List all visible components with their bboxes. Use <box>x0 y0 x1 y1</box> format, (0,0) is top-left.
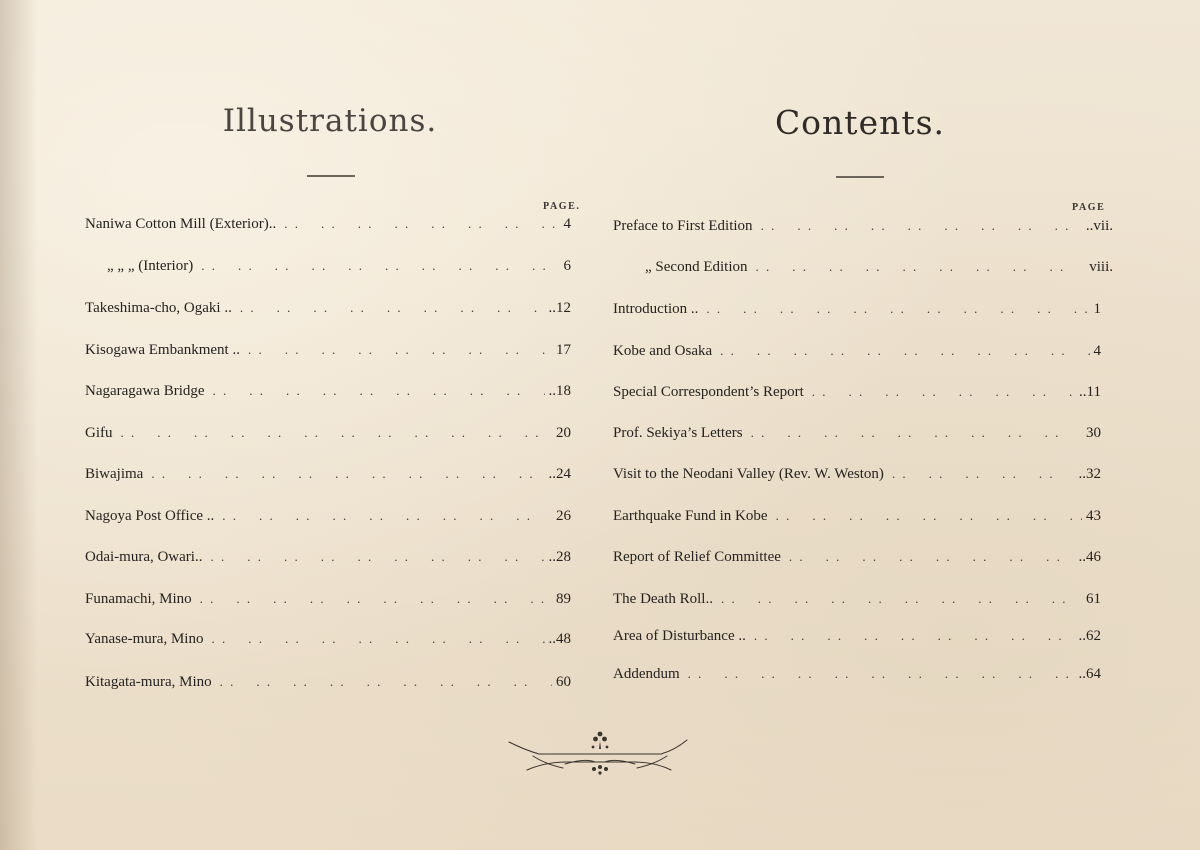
entry-title: Yanase-mura, Mino <box>85 631 204 647</box>
entry-title: „ Second Edition <box>645 259 748 275</box>
entry-page: 26 <box>556 508 571 524</box>
contents-entry <box>613 340 1101 362</box>
illustrations-page-label: PAGE. <box>543 201 581 212</box>
illustration-entry <box>85 339 571 361</box>
contents-entry <box>613 546 1101 568</box>
entry-title: The Death Roll.. <box>613 591 713 607</box>
binding-shadow <box>0 0 38 850</box>
entry-page: ..46 <box>1078 549 1101 565</box>
dot-leader <box>688 663 1075 685</box>
contents-entry <box>613 463 1101 485</box>
entry-page: ..24 <box>548 466 571 482</box>
contents-entry <box>613 588 1101 610</box>
entry-page: ..28 <box>548 549 571 565</box>
illustrations-heading: Illustrations. <box>222 103 438 139</box>
entry-page: ..11 <box>1079 384 1101 400</box>
entry-page: viii. <box>1089 259 1113 275</box>
entry-title: Visit to the Neodani Valley (Rev. W. Weston) <box>613 466 884 482</box>
decorative-ornament-icon <box>505 728 695 784</box>
entry-title: Kisogawa Embankment .. <box>85 342 240 358</box>
dot-leader <box>201 255 559 277</box>
illustration-entry <box>85 546 571 568</box>
dot-leader <box>210 546 544 568</box>
contents-entry <box>613 215 1113 237</box>
entry-title: Naniwa Cotton Mill (Exterior).. <box>85 216 277 232</box>
entry-title: Gifu <box>85 425 113 441</box>
illustration-entry <box>85 628 571 650</box>
entry-title: Report of Relief Committee <box>613 549 781 565</box>
entry-title: Special Correspondent’s Report <box>613 384 804 400</box>
entry-page: ..48 <box>548 631 571 647</box>
entry-title: Nagaragawa Bridge <box>85 383 205 399</box>
dot-leader <box>121 422 553 444</box>
dot-leader <box>211 628 544 650</box>
contents-rule <box>836 176 884 178</box>
entry-page: 4 <box>563 216 571 232</box>
contents-entry <box>613 505 1101 527</box>
entry-page: ..32 <box>1078 466 1101 482</box>
entry-title: Kobe and Osaka <box>613 343 713 359</box>
entry-page: 30 <box>1086 425 1101 441</box>
illustration-entry <box>85 213 571 235</box>
contents-entry <box>613 256 1113 278</box>
entry-title: Kitagata-mura, Mino <box>85 674 212 690</box>
entry-title: Odai-mura, Owari.. <box>85 549 203 565</box>
entry-title: Funamachi, Mino <box>85 591 192 607</box>
illustration-entry <box>85 671 571 693</box>
entry-title: Prof. Sekiya’s Letters <box>613 425 743 441</box>
entry-title: Addendum <box>613 666 680 682</box>
entry-title: Takeshima-cho, Ogaki .. <box>85 300 232 316</box>
dot-leader <box>755 256 1085 278</box>
entry-title: Introduction .. <box>613 301 699 317</box>
entry-page: 6 <box>563 258 571 274</box>
entry-title: „ „ „ (Interior) <box>107 258 194 274</box>
contents-heading: Contents. <box>774 103 946 142</box>
illustration-entry <box>85 255 571 277</box>
contents-entry <box>613 381 1101 403</box>
entry-title: Earthquake Fund in Kobe <box>613 508 768 524</box>
dot-leader <box>751 422 1082 444</box>
dot-leader <box>284 213 559 235</box>
contents-entry <box>613 422 1101 444</box>
dot-leader <box>706 298 1089 320</box>
illustration-entry <box>85 505 571 527</box>
dot-leader <box>220 671 552 693</box>
dot-leader <box>240 297 545 319</box>
dot-leader <box>720 340 1089 362</box>
contents-entry <box>613 625 1101 647</box>
illustration-entry <box>85 463 571 485</box>
dot-leader <box>892 463 1075 485</box>
dot-leader <box>200 588 552 610</box>
illustration-entry <box>85 422 571 444</box>
contents-page-label: PAGE <box>1072 202 1106 213</box>
illustrations-rule <box>307 175 355 177</box>
entry-page: ..18 <box>548 383 571 399</box>
entry-page: ..64 <box>1078 666 1101 682</box>
entry-page: 20 <box>556 425 571 441</box>
dot-leader <box>761 215 1082 237</box>
illustration-entry <box>85 588 571 610</box>
entry-page: 17 <box>556 342 571 358</box>
entry-title: Preface to First Edition <box>613 218 753 234</box>
entry-title: Area of Disturbance .. <box>613 628 746 644</box>
entry-page: ..62 <box>1078 628 1101 644</box>
illustration-entry <box>85 297 571 319</box>
entry-page: ..12 <box>548 300 571 316</box>
entry-page: ..vii. <box>1085 218 1113 234</box>
dot-leader <box>812 381 1075 403</box>
entry-page: 89 <box>556 591 571 607</box>
dot-leader <box>151 463 544 485</box>
illustration-entry <box>85 380 571 402</box>
dot-leader <box>754 625 1075 647</box>
dot-leader <box>721 588 1082 610</box>
dot-leader <box>213 380 545 402</box>
contents-entry <box>613 298 1101 320</box>
dot-leader <box>248 339 552 361</box>
entry-title: Nagoya Post Office .. <box>85 508 215 524</box>
entry-page: 1 <box>1093 301 1101 317</box>
contents-entry <box>613 663 1101 685</box>
entry-page: 61 <box>1086 591 1101 607</box>
entry-page: 43 <box>1086 508 1101 524</box>
entry-title: Biwajima <box>85 466 144 482</box>
dot-leader <box>222 505 552 527</box>
dot-leader <box>776 505 1082 527</box>
entry-page: 4 <box>1093 343 1101 359</box>
dot-leader <box>789 546 1075 568</box>
entry-page: 60 <box>556 674 571 690</box>
